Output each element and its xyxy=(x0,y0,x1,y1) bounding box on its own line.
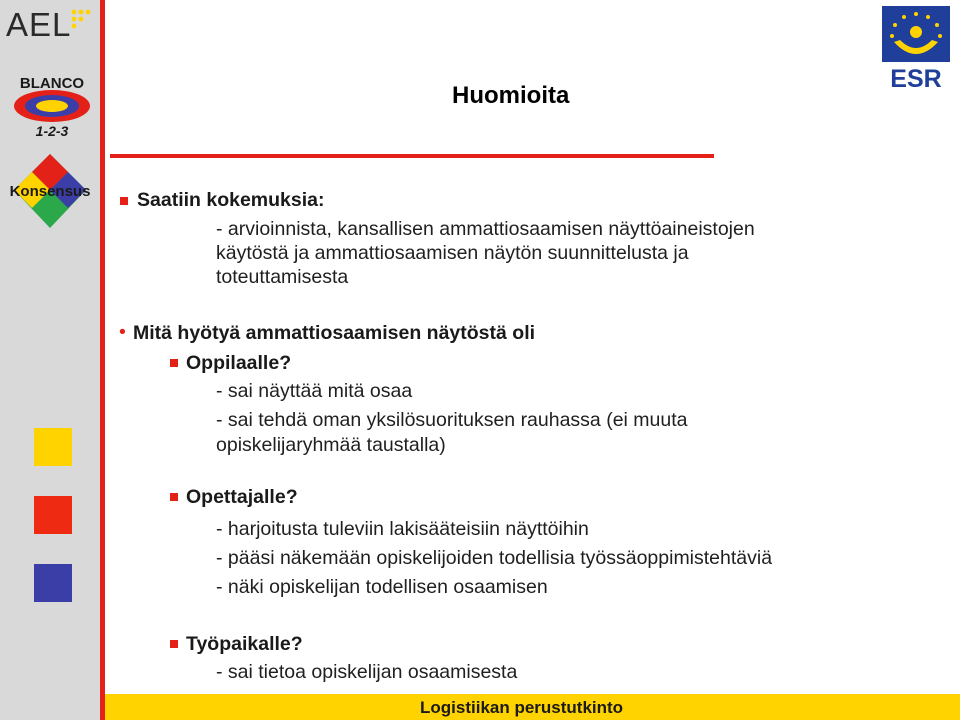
footer-text: Logistiikan perustutkinto xyxy=(420,698,624,717)
text-line: - harjoitusta tuleviin lakisääteisiin näyttöihin xyxy=(216,518,589,540)
konsensus-text: Konsensus xyxy=(10,183,90,200)
label-tyopaikalle: Työpaikalle? xyxy=(186,633,303,655)
text-line: - arvioinnista, kansallisen ammattiosaamisen näyttöaineistojen xyxy=(216,218,755,240)
title-underline xyxy=(110,154,714,158)
decorative-square-yellow xyxy=(34,428,72,466)
sidebar-red-line xyxy=(100,0,105,720)
text-line: toteuttamisesta xyxy=(216,266,349,288)
text-line: - sai näyttää mitä osaa xyxy=(216,380,413,402)
esr-text: ESR xyxy=(890,65,942,90)
square-bullet-icon xyxy=(170,640,178,648)
text-line: - näki opiskelijan todellisen osaamisen xyxy=(216,576,548,598)
square-bullet-icon xyxy=(170,359,178,367)
dot-bullet-icon: • xyxy=(119,321,126,343)
ael-dots-icon xyxy=(70,8,96,34)
square-bullet-icon xyxy=(120,197,128,205)
konsensus-logo xyxy=(10,150,90,234)
label-opettajalle: Opettajalle? xyxy=(186,486,298,508)
square-bullet-icon xyxy=(170,493,178,501)
blanco-top-text: BLANCO xyxy=(19,75,85,92)
blanco-bottom-text: 1-2-3 xyxy=(35,123,69,139)
ael-logo-text: AEL xyxy=(6,6,72,43)
text-line: - sai tietoa opiskelijan osaamisesta xyxy=(216,661,518,683)
page-title: Huomioita xyxy=(452,82,570,109)
esr-logo xyxy=(882,6,950,90)
heading-hyotya: Mitä hyötyä ammattiosaamisen näytöstä oli xyxy=(133,322,536,344)
decorative-square-red xyxy=(34,496,72,534)
text-line: - pääsi näkemään opiskelijoiden todellisia työssäoppimistehtäviä xyxy=(216,547,773,569)
blanco-logo xyxy=(6,72,98,144)
heading-kokemuksia: Saatiin kokemuksia: xyxy=(137,189,325,211)
ael-logo xyxy=(6,6,71,44)
label-oppilaalle: Oppilaalle? xyxy=(186,352,292,374)
text-line: käytöstä ja ammattiosaamisen näytön suunnittelusta ja xyxy=(216,242,689,264)
decorative-square-blue xyxy=(34,564,72,602)
text-line: - sai tehdä oman yksilösuorituksen rauhassa (ei muuta xyxy=(216,409,688,431)
text-line: opiskelijaryhmää taustalla) xyxy=(216,434,446,456)
